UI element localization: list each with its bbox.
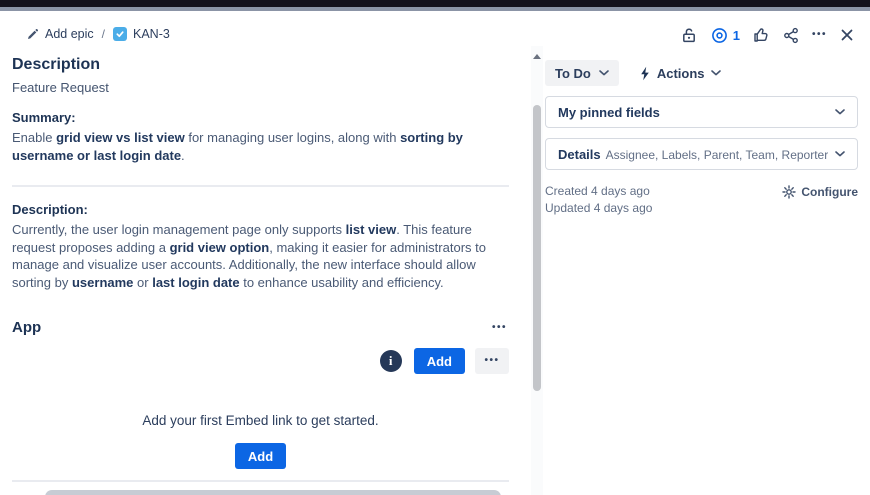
more-icon: ••• (484, 355, 500, 366)
description-paragraph: Currently, the user login management page only supports list view. This feature request proposes adding a grid view option, making it easier for administrators to manage and visualize user accounts. Additionally, the new interface should allow sorting by username or last login date to enhance usability and efficiency. (12, 222, 486, 290)
status-row (545, 60, 858, 86)
watch-button[interactable] (710, 27, 740, 44)
scrollbar-thumb[interactable] (533, 105, 541, 391)
configure-button[interactable] (782, 185, 858, 199)
chevron-down-icon (711, 70, 721, 76)
description-heading: Description: (12, 202, 88, 217)
request-type-text: Feature Request (12, 80, 109, 95)
embed-more-button[interactable] (475, 348, 509, 374)
gear-icon (782, 185, 796, 199)
pinned-fields-card[interactable] (545, 96, 858, 128)
breadcrumb-epic-link[interactable] (27, 27, 94, 41)
embed-toolbar (12, 348, 509, 374)
close-button[interactable] (840, 28, 854, 42)
pinned-fields-title: My pinned fields (558, 104, 660, 120)
details-title: Details (558, 146, 601, 162)
scrollbar-up-icon[interactable] (533, 54, 541, 59)
breadcrumb-epic-label: Add epic (45, 27, 94, 41)
issue-toolbar (681, 25, 854, 45)
chevron-down-icon (835, 109, 845, 115)
actions-dropdown[interactable] (639, 66, 721, 81)
status-dropdown[interactable] (545, 60, 619, 86)
thumbs-up-icon (753, 27, 770, 43)
lightning-icon (639, 66, 651, 81)
breadcrumb-separator: / (101, 27, 105, 41)
top-window-bar (0, 0, 870, 11)
more-actions-button[interactable] (812, 30, 827, 40)
summary-paragraph: Enable grid view vs list view for managing user logins, along with sorting by username or last login date. (12, 130, 463, 163)
pencil-icon (27, 28, 39, 40)
watch-eye-icon (710, 27, 729, 44)
unlock-icon (681, 27, 697, 44)
sidebar (545, 60, 858, 217)
content-scrollbar[interactable] (531, 46, 543, 495)
actions-label: Actions (656, 65, 705, 81)
issue-dates (545, 183, 652, 217)
app-more-button[interactable] (490, 321, 509, 335)
breadcrumb (27, 27, 170, 41)
breadcrumb-issue-key: KAN-3 (133, 27, 170, 41)
chevron-down-icon (835, 151, 845, 157)
updated-text: Updated 4 days ago (545, 201, 653, 215)
app-section-title: App (12, 319, 42, 336)
created-text: Created 4 days ago (545, 184, 650, 198)
details-fields-summary: Assignee, Labels, Parent, Team, Reporter (605, 147, 829, 162)
embed-info-button[interactable] (378, 348, 404, 374)
embed-empty-state-text: Add your first Embed link to get started. (142, 413, 379, 428)
summary-heading: Summary: (12, 110, 76, 125)
status-label: To Do (555, 65, 591, 81)
more-icon: ••• (491, 321, 507, 333)
watchers-count: 1 (732, 27, 740, 43)
embed-empty-add-button[interactable]: Add (235, 443, 286, 469)
unlock-button[interactable] (681, 27, 697, 44)
like-button[interactable] (753, 27, 770, 43)
task-icon (113, 27, 127, 41)
issue-meta (545, 183, 858, 217)
main-content (12, 48, 509, 469)
info-icon: i (380, 350, 402, 372)
embed-add-button[interactable]: Add (414, 348, 465, 374)
close-icon (840, 28, 854, 42)
chevron-down-icon (599, 70, 609, 76)
share-icon (783, 27, 799, 44)
bottom-divider (12, 480, 509, 482)
content-divider (12, 185, 509, 187)
next-section-card-edge (45, 490, 501, 495)
description-section-title: Description (12, 56, 101, 73)
configure-label: Configure (801, 185, 858, 199)
share-button[interactable] (783, 27, 799, 44)
details-card[interactable] (545, 138, 858, 170)
details-card-header (558, 147, 828, 162)
breadcrumb-issue-link[interactable] (113, 27, 170, 41)
more-icon: ••• (811, 29, 827, 40)
app-section-header (12, 319, 509, 336)
